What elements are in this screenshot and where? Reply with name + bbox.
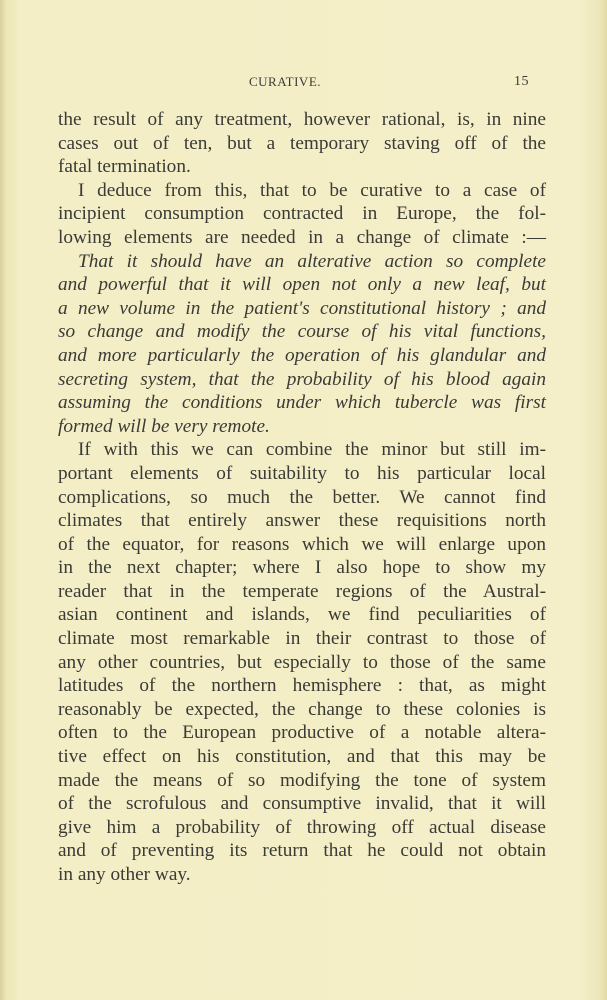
- italic-text-line: assuming the conditions under which tubercle was first: [58, 392, 546, 414]
- italic-text-line: and powerful that it will open not only a new leaf, but: [58, 274, 546, 296]
- text-line: the result of any treatment, however rational, is, in nine: [58, 109, 546, 130]
- text-line: and of preventing its return that he could not obtain: [58, 840, 546, 862]
- text-line: of the equator, for reasons which we will enlarge upon: [58, 533, 546, 555]
- text-line: give him a probability of throwing off actual disease: [58, 816, 546, 838]
- text-line: often to the European productive of a notable altera-: [58, 722, 546, 744]
- text-line: in the next chapter; where I also hope to show my: [58, 557, 546, 579]
- text-line: If with this we can combine the minor but still im-: [78, 439, 546, 461]
- text-line: reader that in the temperate regions of the Austral-: [58, 580, 546, 602]
- text-line: latitudes of the northern hemisphere : that, as might: [58, 675, 546, 697]
- text-line: I deduce from this, that to be curative to a case of: [78, 179, 546, 201]
- page-body-text: [58, 108, 546, 887]
- text-line: reasonably be expected, the change to these colonies is: [58, 698, 546, 720]
- italic-text-line: so change and modify the course of his vital functions,: [58, 321, 546, 343]
- page-number: 15: [514, 74, 529, 89]
- text-line: in any other way.: [58, 864, 191, 885]
- italic-text-line: a new volume in the patient's constitutional history ; and: [58, 297, 546, 319]
- italic-text-line: and more particularly the operation of his glandular and: [58, 344, 546, 366]
- text-line: of the scrofulous and consumptive invalid, that it will: [58, 793, 546, 815]
- italic-text-line: secreting system, that the probability of his blood again: [58, 368, 546, 390]
- text-line: cases out of ten, but a temporary staving off of the: [58, 132, 546, 154]
- text-line: climate most remarkable in their contrast to those of: [58, 628, 546, 650]
- running-header: [0, 74, 607, 94]
- text-line: any other countries, but especially to those of the same: [58, 651, 546, 673]
- text-line: incipient consumption contracted in Europe, the fol-: [58, 203, 546, 225]
- text-line: lowing elements are needed in a change of climate :—: [58, 226, 546, 248]
- running-title: CURATIVE.: [248, 74, 322, 89]
- text-line: portant elements of suitability to his particular local: [58, 462, 546, 484]
- text-line: asian continent and islands, we find peculiarities of: [58, 604, 546, 626]
- italic-text-line: formed will be very remote.: [58, 415, 270, 437]
- text-line: climates that entirely answer these requisitions north: [58, 510, 546, 532]
- text-line: made the means of so modifying the tone of system: [58, 769, 546, 791]
- text-line: fatal termination.: [58, 156, 191, 178]
- text-line: complications, so much the better. We cannot find: [58, 486, 546, 508]
- italic-text-line: That it should have an alterative action so complete: [78, 250, 546, 272]
- text-line: tive effect on his constitution, and that this may be: [58, 746, 546, 768]
